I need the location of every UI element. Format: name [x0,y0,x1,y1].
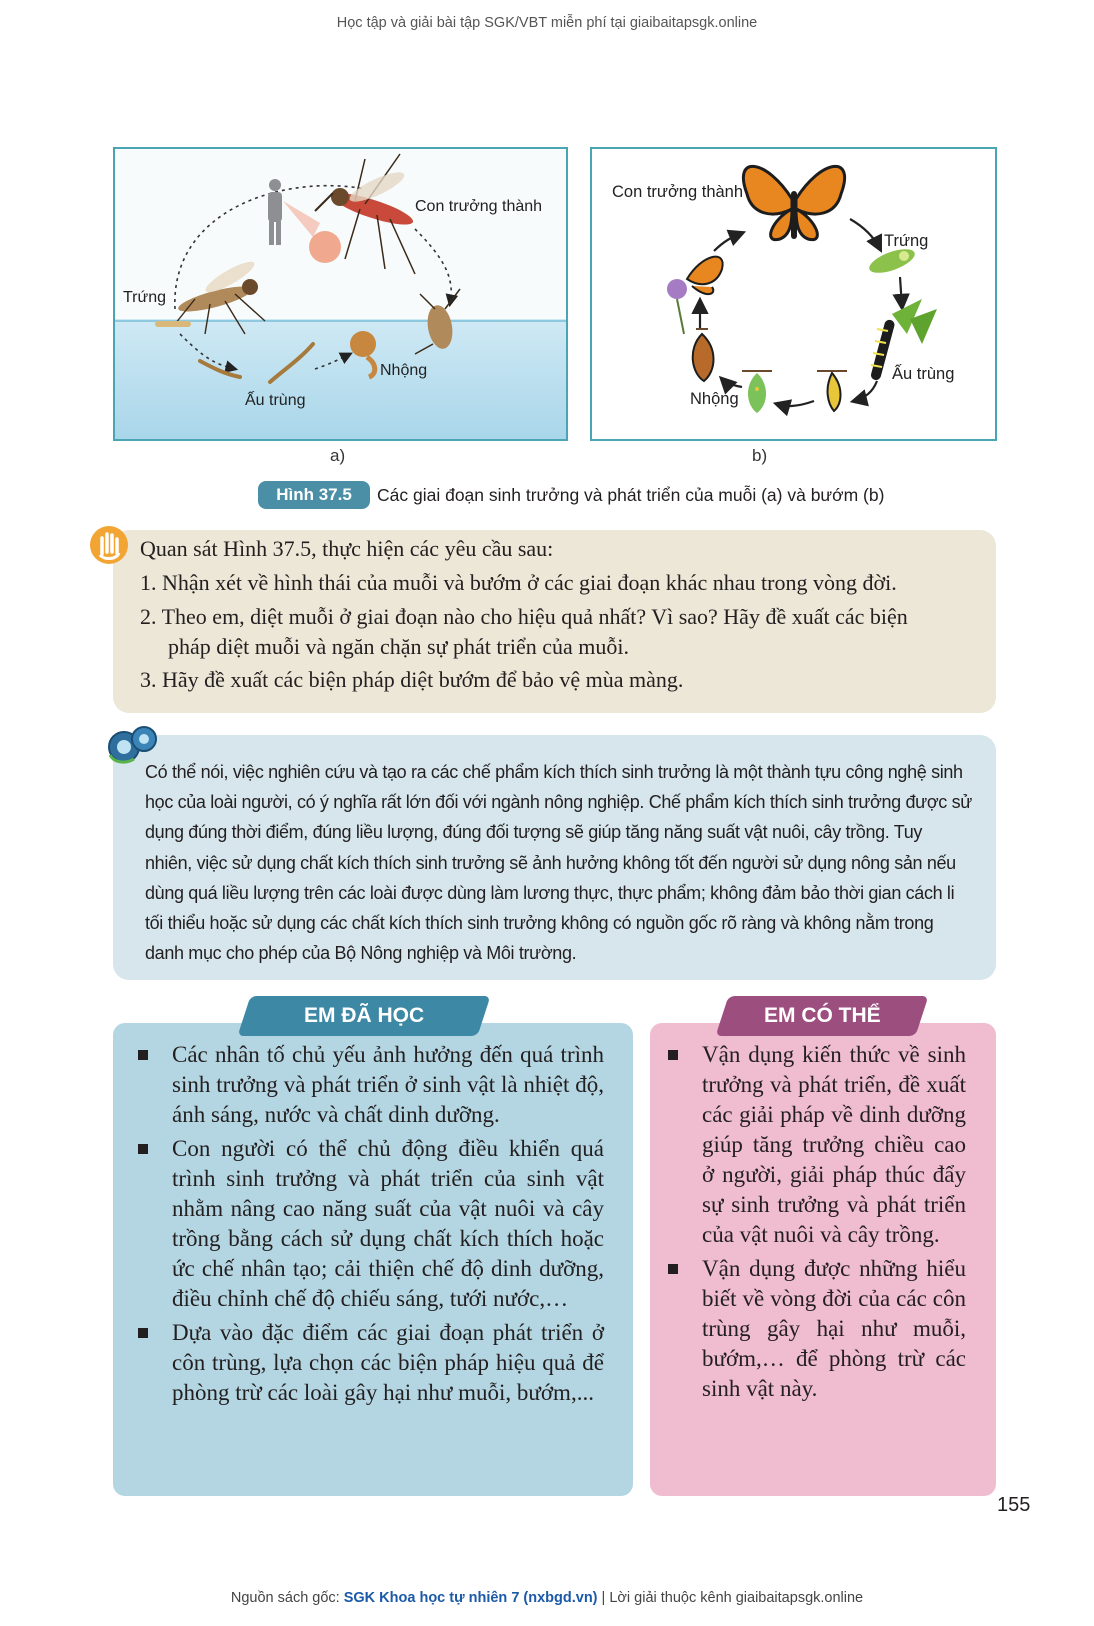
footer-suffix: | Lời giải thuộc kênh giaibaitapsgk.online [601,1590,864,1606]
figure-caption: Các giai đoạn sinh trưởng và phát triển của muỗi (a) và bướm (b) [377,485,885,505]
learned-title: EM ĐÃ HỌC [303,1004,425,1027]
question-2-continued: pháp diệt muỗi và ngăn chặn sự phát triển của muỗi. [168,634,629,659]
fig-b-egg-label: Trứng [884,232,929,250]
adult-butterfly-icon [743,166,844,239]
chrysalis-icon [742,371,772,413]
list-item: Vận dụng được những hiểu biết về vòng đời của các côn trùng gây hại như muỗi, bướm,… để phòng trừ các sinh vật này. [668,1254,966,1404]
list-item: Các nhân tố chủ yếu ảnh hưởng đến quá trình sinh trưởng và phát triển ở sinh vật là nhiệt độ, ánh sáng, nước và chất dinh dưỡng. [138,1040,604,1130]
butterfly-on-flower-icon [667,257,723,334]
fig-a-egg-label: Trứng [123,289,167,306]
bullet-icon [668,1050,678,1060]
footer-prefix: Nguồn sách gốc: [230,1590,340,1606]
butterfly-life-cycle-illustration [592,149,995,439]
page-footer [0,1590,1094,1606]
bullet-icon [138,1050,148,1060]
page-header: Học tập và giải bài tập SGK/VBT miễn phí tại giaibaitapsgk.online [336,15,758,31]
can-do-tab [716,996,929,1036]
butterfly-life-cycle-figure [590,147,997,441]
observation-intro: Quan sát Hình 37.5, thực hiện các yêu cầu sau: [140,536,554,561]
fig-a-larva-label: Ấu trùng [245,392,306,409]
list-item: Con người có thể chủ động điều khiển quá trình sinh trưởng và phát triển của sinh vật nhằm nâng cao năng suất của vật nuôi và cây trồng bằng cách sử dụng chất kích thích hoặc ức chế nhân tạo; cải thiện chế độ dinh dưỡng, điều chỉnh chế độ chiếu sáng, tưới nước,… [138,1134,604,1314]
question-3: 3. Hãy đề xuất các biện pháp diệt bướm để bảo vệ mùa màng. [140,667,684,692]
fig-b-larva-label: Ấu trùng [892,365,955,383]
figure-a-label: a) [330,446,346,465]
learned-tab [238,996,491,1036]
bullet-icon [138,1328,148,1338]
question-2: 2. Theo em, diệt muỗi ở giai đoạn nào cho hiệu quả nhất? Vì sao? Hãy đề xuất các biện [140,604,908,629]
fig-b-pupa-label: Nhộng [690,390,739,408]
fig-b-adult-label: Con trưởng thành [612,183,744,201]
emerging-butterfly-icon [693,329,714,381]
learned-list [138,1040,604,1412]
figure-b-label: b) [752,446,768,465]
question-1: 1. Nhận xét về hình thái của muỗi và bướm ở các giai đoạn khác nhau trong vòng đời. [140,570,897,595]
fig-a-pupa-label: Nhộng [380,362,428,379]
footer-source-link[interactable]: SGK Khoa học tự nhiên 7 (nxbgd.vn) [343,1590,598,1606]
mosquito-life-cycle-illustration [115,149,566,439]
can-do-list [668,1040,966,1408]
fig-a-adult-label: Con trưởng thành [415,198,543,215]
list-item: Vận dụng kiến thức về sinh trưởng và phát triển, đề xuất các giải pháp về dinh dưỡng giúp tăng trưởng chiều cao ở người, giải pháp thúc đẩy sự sinh trưởng và phát triển của vật nuôi và cây trồng. [668,1040,966,1250]
bullet-icon [668,1264,678,1274]
can-do-title: EM CÓ THỂ [763,1004,881,1027]
bullet-icon [138,1144,148,1154]
page-number: 155 [997,1494,1031,1516]
figure-number-tag: Hình 37.5 [258,481,370,509]
list-item: Dựa vào đặc điểm các giai đoạn phát triển ở côn trùng, lựa chọn các biện pháp hiệu quả để phòng trừ các loài gây hại như muỗi, bướm,... [138,1318,604,1408]
pre-pupa-icon [817,371,847,411]
mosquito-life-cycle-figure [113,147,568,441]
hand-icon [88,524,130,566]
extended-knowledge-text: Có thể nói, việc nghiên cứu và tạo ra các chế phẩm kích thích sinh trưởng là một thành tựu công nghệ sinh học của loài người, có ý nghĩa rất lớn đối với ngành nông nghiệp. Chế phẩm kích thích sinh trưởng được sử dụng đúng thời điểm, đúng liều lượng, đúng đối tượng sẽ giúp tăng năng suất vật nuôi, cây trồng. Tuy nhiên, việc sử dụng chất kích thích sinh trưởng sẽ ảnh hưởng không tốt đến người sử dụng nông sản nếu dùng quá liều lượng trên các loài được dùng làm lương thực, thực phẩm; không đảm bảo thời gian cách li tối thiểu hoặc sử dụng các chất kích thích sinh trưởng không có nguồn gốc rõ ràng và không nằm trong danh mục cho phép của Bộ Nông nghiệp và Môi trường. [145,762,972,964]
human-icon [268,179,282,245]
